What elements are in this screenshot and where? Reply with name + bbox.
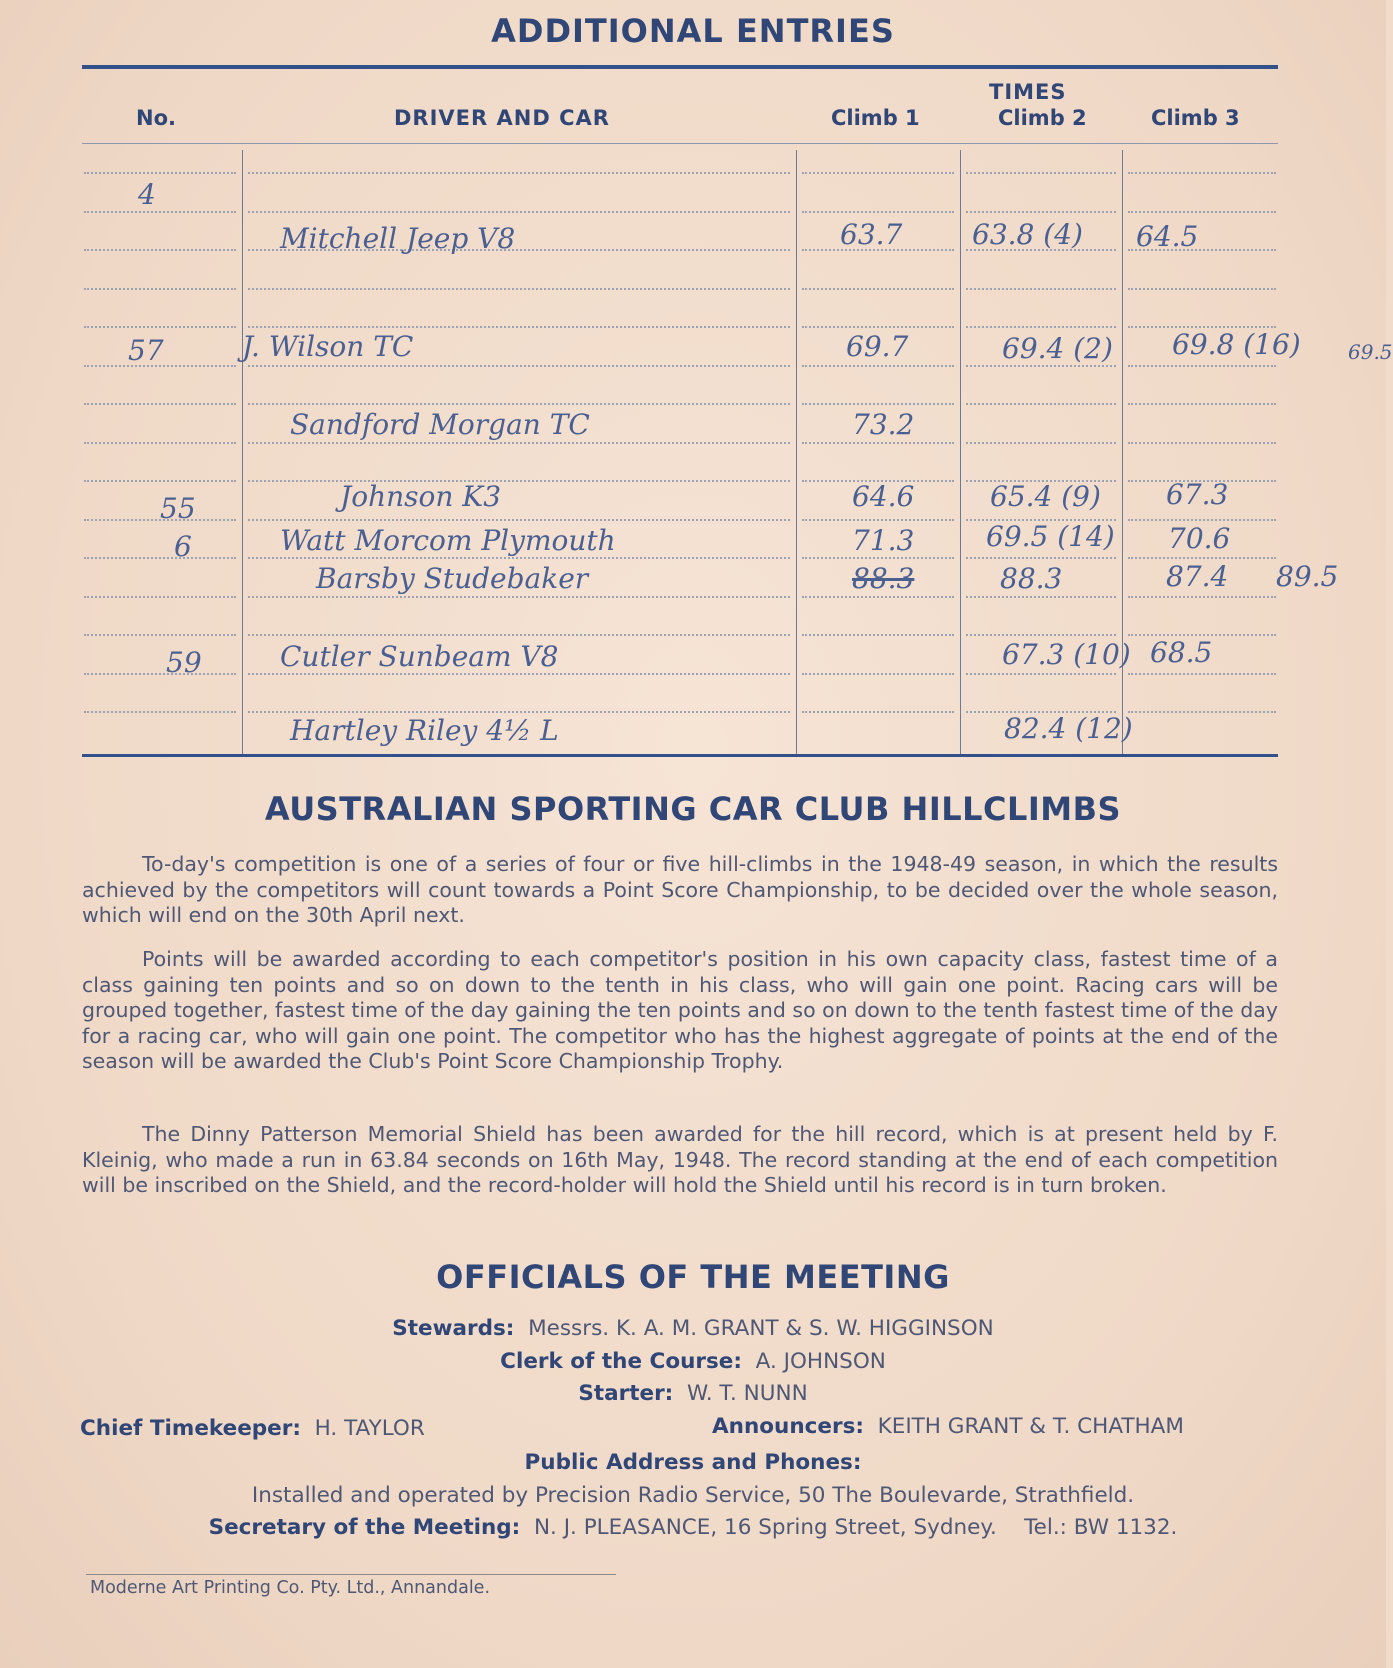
clerk-label: Clerk of the Course: — [500, 1349, 742, 1374]
entry-driver: Johnson K3 — [340, 480, 502, 513]
entry-climb2: 69.4 (2) — [1002, 332, 1113, 365]
col-divider-3 — [960, 150, 961, 754]
announcers-value: KEITH GRANT & T. CHATHAM — [877, 1414, 1184, 1439]
header-times: TIMES — [989, 80, 1067, 104]
printer-rule — [86, 1574, 616, 1575]
entry-no: 57 — [128, 334, 164, 367]
entry-no: 6 — [174, 530, 192, 563]
dotted-line — [966, 673, 1116, 675]
clerk-value: A. JOHNSON — [755, 1349, 886, 1374]
entry-climb3: 67.3 — [1166, 478, 1229, 511]
secretary-line — [0, 1515, 1386, 1540]
header-climb1: Climb 1 — [831, 106, 920, 130]
announcers-line — [712, 1414, 1184, 1439]
dotted-line — [84, 480, 236, 482]
dotted-line — [84, 711, 236, 713]
dotted-line — [966, 557, 1116, 559]
dotted-line — [248, 172, 790, 174]
header-climb2: Climb 2 — [998, 106, 1087, 130]
dotted-line — [248, 519, 790, 521]
entry-climb2: 67.3 (10) — [1002, 638, 1131, 671]
secretary-tel: Tel.: BW 1132. — [1024, 1515, 1178, 1540]
dotted-line — [1128, 596, 1276, 598]
header-climb3: Climb 3 — [1151, 106, 1240, 130]
dotted-line — [248, 211, 790, 213]
dotted-line — [966, 634, 1116, 636]
dotted-line — [966, 596, 1116, 598]
dotted-line — [966, 211, 1116, 213]
entry-driver: Cutler Sunbeam V8 — [280, 640, 559, 673]
col-divider-2 — [796, 150, 797, 754]
entry-climb1: 63.7 — [840, 218, 903, 251]
hillclimbs-title: AUSTRALIAN SPORTING CAR CLUB HILLCLIMBS — [264, 790, 1122, 828]
entry-climb2: 82.4 (12) — [1004, 712, 1133, 745]
dotted-line — [802, 519, 954, 521]
dotted-line — [802, 557, 954, 559]
dotted-line — [248, 634, 790, 636]
entry-climb3: 64.5 — [1136, 220, 1199, 253]
dotted-line — [84, 596, 236, 598]
dotted-line — [1128, 442, 1276, 444]
entry-driver: Sandford Morgan TC — [290, 408, 590, 441]
dotted-line — [802, 288, 954, 290]
announcers-label: Announcers: — [712, 1414, 864, 1439]
entry-climb3: 70.6 — [1168, 522, 1231, 555]
entry-climb3: 68.5 — [1150, 636, 1213, 669]
dotted-line — [248, 326, 790, 328]
dotted-line — [1128, 519, 1276, 521]
header-driver-car: DRIVER AND CAR — [394, 106, 610, 130]
entry-driver: Mitchell Jeep V8 — [280, 222, 516, 255]
pa-value: Installed and operated by Precision Radio Service, 50 The Boulevarde, Strathfield. — [251, 1483, 1135, 1508]
dotted-line — [248, 596, 790, 598]
header-rule — [82, 143, 1278, 144]
dotted-line — [966, 365, 1116, 367]
dotted-line — [802, 326, 954, 328]
dotted-line — [802, 634, 954, 636]
starter-label: Starter: — [578, 1381, 674, 1406]
dotted-line — [84, 403, 236, 405]
timekeeper-value: H. TAYLOR — [314, 1416, 425, 1441]
dotted-line — [84, 249, 236, 251]
dotted-line — [248, 365, 790, 367]
entry-driver: J. Wilson TC — [242, 330, 414, 363]
dotted-line — [84, 673, 236, 675]
dotted-line — [84, 288, 236, 290]
dotted-line — [84, 634, 236, 636]
pa-label: Public Address and Phones: — [524, 1450, 862, 1475]
secretary-value: N. J. PLEASANCE, 16 Spring Street, Sydney. — [533, 1515, 997, 1540]
timekeeper-label: Chief Timekeeper: — [80, 1416, 301, 1441]
dotted-line — [1128, 172, 1276, 174]
entry-climb1: 71.3 — [852, 524, 915, 557]
clerk-line — [0, 1349, 1386, 1374]
entry-climb1: 73.2 — [852, 408, 915, 441]
hillclimbs-paragraph-1: To-day's competition is one of a series of four or five hill-climbs in the 1948-49 season, in which the results achieved by the competitors will count towards a Point Score Championship, to be decided over the whole season, which will end on the 30th April next. — [82, 852, 1278, 927]
dotted-line — [802, 673, 954, 675]
officials-title: OFFICIALS OF THE MEETING — [436, 1258, 950, 1296]
dotted-line — [802, 596, 954, 598]
dotted-line — [248, 557, 790, 559]
stewards-label: Stewards: — [392, 1316, 515, 1341]
dotted-line — [802, 403, 954, 405]
dotted-line — [966, 288, 1116, 290]
dotted-line — [802, 442, 954, 444]
starter-value: W. T. NUNN — [686, 1381, 808, 1406]
entry-driver: Barsby Studebaker — [316, 562, 589, 595]
printer-credit: Moderne Art Printing Co. Pty. Ltd., Annandale. — [90, 1578, 491, 1598]
dotted-line — [1128, 365, 1276, 367]
dotted-line — [966, 172, 1116, 174]
col-divider-1 — [242, 150, 243, 754]
dotted-line — [84, 442, 236, 444]
entry-extra-time: 69.5 — [1348, 340, 1393, 364]
entry-driver: Watt Morcom Plymouth — [280, 524, 616, 557]
hillclimbs-paragraph-3: The Dinny Patterson Memorial Shield has been awarded for the hill record, which is at present held by F. Kleinig, who made a run in 63.84 seconds on 16th May, 1948. The record standing at the end of each competition will be inscribed on the Shield, and the record-holder will hold the Shield until his record is in turn broken. — [82, 1122, 1278, 1197]
entry-no: 55 — [160, 492, 196, 525]
header-no: No. — [136, 106, 176, 130]
table-bottom-rule — [82, 754, 1278, 757]
entry-driver: Hartley Riley 4½ L — [290, 714, 559, 747]
dotted-line — [966, 326, 1116, 328]
additional-entries-title: ADDITIONAL ENTRIES — [491, 12, 895, 50]
dotted-line — [248, 480, 790, 482]
entry-climb2: 69.5 (14) — [986, 520, 1115, 553]
stewards-value: Messrs. K. A. M. GRANT & S. W. HIGGINSON — [528, 1316, 994, 1341]
dotted-line — [84, 326, 236, 328]
entry-no: 4 — [138, 178, 156, 211]
dotted-line — [248, 288, 790, 290]
dotted-line — [802, 211, 954, 213]
entry-climb2: 65.4 (9) — [990, 480, 1101, 513]
dotted-line — [84, 557, 236, 559]
starter-line — [0, 1381, 1386, 1406]
dotted-line — [1128, 557, 1276, 559]
dotted-line — [802, 711, 954, 713]
dotted-line — [1128, 403, 1276, 405]
hillclimbs-paragraph-2: Points will be awarded according to each competitor's position in his own capacity class, fastest time of a class gaining ten points and so on down to the tenth in his class, who will gain one point. Racing cars will be grouped together, fastest time of the day gaining the ten points and so on down to the tenth fastest time of the day for a racing car, who will gain one point. The competitor who has the highest aggregate of points at the end of the season will be awarded the Club's Point Score Championship Trophy. — [82, 947, 1278, 1073]
dotted-line — [248, 673, 790, 675]
entry-climb1: 69.7 — [846, 330, 909, 363]
entry-climb2: 63.8 (4) — [972, 218, 1083, 251]
dotted-line — [248, 403, 790, 405]
dotted-line — [966, 403, 1116, 405]
entry-climb1: 64.6 — [852, 480, 915, 513]
entry-climb3: 69.8 (16) — [1172, 328, 1301, 361]
top-rule — [82, 65, 1278, 69]
stewards-line — [0, 1316, 1386, 1341]
entry-climb2: 88.3 — [1000, 562, 1063, 595]
entry-extra-time: 89.5 — [1276, 560, 1339, 593]
dotted-line — [966, 442, 1116, 444]
timekeeper-line — [80, 1416, 425, 1441]
dotted-line — [1128, 288, 1276, 290]
pa-label-line — [0, 1450, 1386, 1475]
dotted-line — [802, 365, 954, 367]
secretary-label: Secretary of the Meeting: — [208, 1515, 521, 1540]
dotted-line — [1128, 711, 1276, 713]
dotted-line — [84, 211, 236, 213]
dotted-line — [248, 442, 790, 444]
dotted-line — [1128, 211, 1276, 213]
entry-climb3: 87.4 — [1166, 560, 1229, 593]
dotted-line — [802, 172, 954, 174]
dotted-line — [1128, 673, 1276, 675]
entry-no: 59 — [166, 646, 202, 679]
dotted-line — [84, 172, 236, 174]
dotted-line — [248, 711, 790, 713]
entry-climb1-struck: 88.3 — [852, 562, 915, 595]
